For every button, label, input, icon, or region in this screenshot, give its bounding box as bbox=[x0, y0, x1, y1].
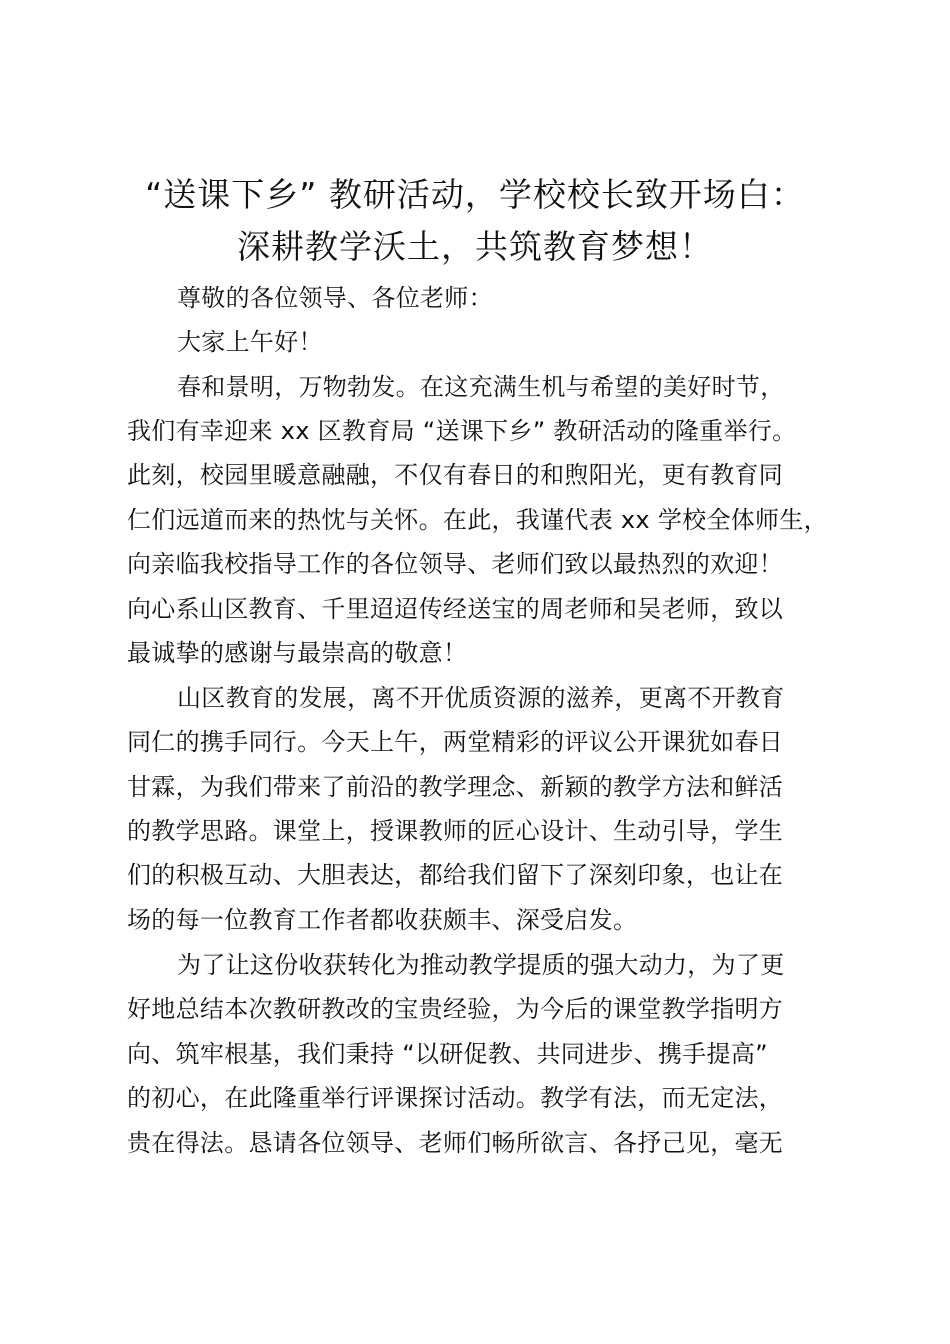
document-title-line-2: 深耕教学沃土，共筑教育梦想！ bbox=[237, 227, 713, 266]
paragraph-3-line: 贵在得法。恳请各位领导、老师们畅所欲言、各抒己见，毫无 bbox=[127, 1129, 784, 1157]
paragraph-2-line: 场的每一位教育工作者都收获颇丰、深受启发。 bbox=[127, 906, 638, 934]
paragraph-1-line: 向亲临我校指导工作的各位领导、老师们致以最热烈的欢迎！ bbox=[127, 550, 784, 578]
paragraph-1-line: 此刻，校园里暖意融融，不仅有春日的和煦阳光，更有教育同 bbox=[127, 461, 784, 489]
paragraph-1-line: 向心系山区教育、千里迢迢传经送宝的周老师和吴老师，致以 bbox=[127, 595, 784, 623]
greeting: 大家上午好！ bbox=[177, 328, 323, 356]
salutation: 尊敬的各位领导、各位老师： bbox=[177, 284, 493, 312]
paragraph-2-line: 山区教育的发展，离不开优质资源的滋养，更离不开教育 bbox=[177, 684, 785, 712]
paragraph-1-line: 春和景明，万物勃发。在这充满生机与希望的美好时节， bbox=[177, 373, 785, 401]
paragraph-1-line: 最诚挚的感谢与最崇高的敬意！ bbox=[127, 639, 468, 667]
paragraph-2-line: 甘霖，为我们带来了前沿的教学理念、新颖的教学方法和鲜活 bbox=[127, 773, 784, 801]
paragraph-3-line: 的初心，在此隆重举行评课探讨活动。教学有法，而无定法， bbox=[127, 1084, 784, 1112]
paragraph-1-line: 仁们远道而来的热忱与关怀。在此，我谨代表 xx 学校全体师生， bbox=[127, 506, 828, 534]
paragraph-2-line: 同仁的携手同行。今天上午，两堂精彩的评议公开课犹如春日 bbox=[127, 728, 784, 756]
paragraph-1-line: 我们有幸迎来 xx 区教育局 “送课下乡” 教研活动的隆重举行。 bbox=[127, 417, 797, 445]
paragraph-2-line: 们的积极互动、大胆表达，都给我们留下了深刻印象，也让在 bbox=[127, 861, 784, 889]
document-title-line-1: “送课下乡” 教研活动，学校校长致开场白： bbox=[145, 175, 805, 214]
paragraph-3-line: 为了让这份收获转化为推动教学提质的强大动力，为了更 bbox=[177, 951, 785, 979]
paragraph-2-line: 的教学思路。课堂上，授课教师的匠心设计、生动引导，学生 bbox=[127, 817, 784, 845]
paragraph-3-line: 向、筑牢根基，我们秉持 “以研促教、共同进步、携手提高” bbox=[127, 1040, 768, 1068]
paragraph-3-line: 好地总结本次教研教改的宝贵经验，为今后的课堂教学指明方 bbox=[127, 995, 784, 1023]
